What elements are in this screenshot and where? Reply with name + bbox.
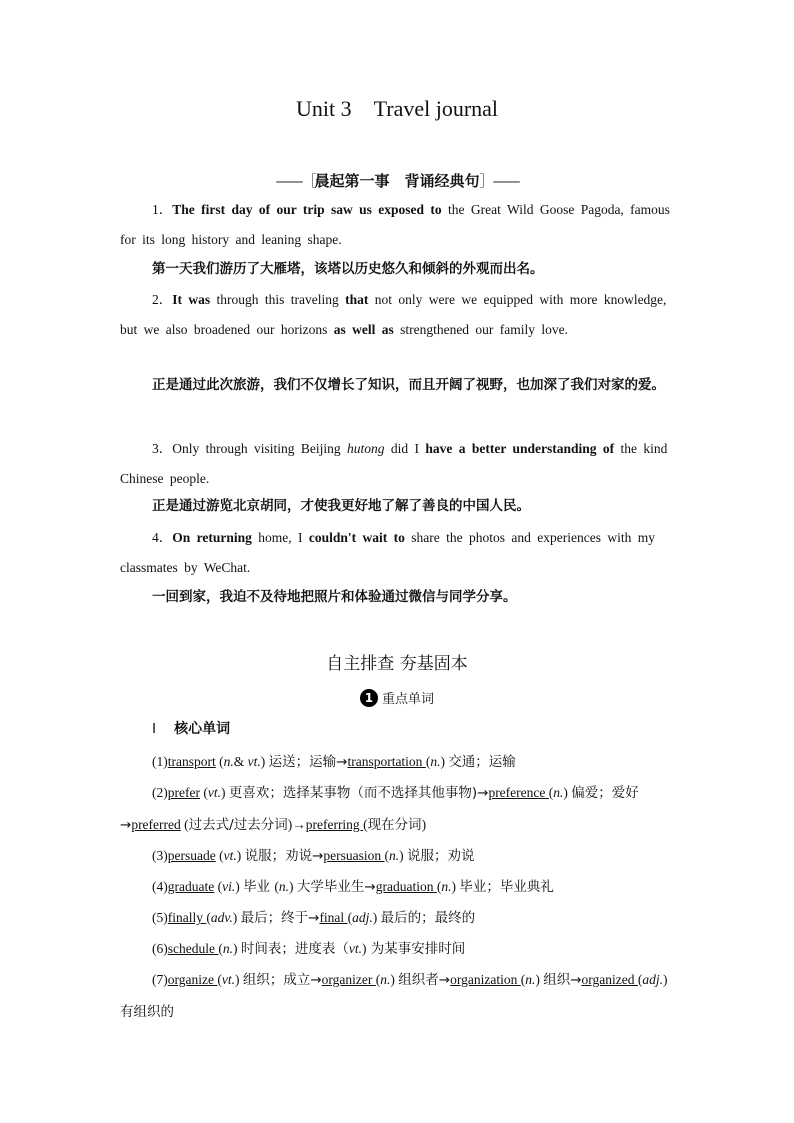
sentence-run: the kind Chinese people. (120, 441, 668, 486)
vocab-meaning: 组织→ (543, 972, 582, 988)
vocab-meaning: 为某事安排时间 (366, 941, 466, 957)
unit-label: Unit 3 (295, 96, 352, 121)
banner-text: 晨起第一事 背诵经典句 (314, 172, 480, 190)
vocab-word: organized (581, 972, 638, 987)
vocab-text: vt. (221, 972, 235, 987)
vocab-text: ( (274, 879, 279, 894)
sentence-run: home, I (251, 530, 309, 545)
sentence-run: share the photos and experiences with my classmates by WeChat. (120, 530, 655, 575)
vocab-meaning: 组织；成立→ (242, 972, 322, 988)
vocab-meaning: 毕业 (243, 879, 275, 895)
vocab-text: adj. (642, 972, 664, 987)
vocab-text: ( (180, 817, 189, 832)
vocab-word: transportation (347, 754, 426, 769)
vocab-text: n. (430, 754, 441, 769)
vocab-text: n. (278, 879, 290, 894)
vocab-text: ( (218, 941, 223, 956)
sentence-number: 2． (152, 292, 173, 307)
vocab-word: final (319, 910, 348, 925)
vocab-text: ) (563, 785, 572, 800)
vocab-text: ( (425, 754, 431, 769)
core-words-heading (152, 718, 230, 738)
sentence-2-en (120, 285, 676, 345)
vocab-word: preference (488, 785, 549, 800)
vocab-text: ( (217, 972, 222, 987)
vocab-word: preferring (305, 817, 364, 832)
section-banner (0, 170, 794, 191)
vocab-word: graduation (375, 879, 437, 894)
vocab-text: ( (637, 972, 643, 987)
vocab-meaning: 过去式/过去分词 (188, 817, 288, 833)
vocab-text: ) (236, 848, 245, 863)
vocab-text: (7) (152, 972, 168, 987)
vocab-text: ( (215, 754, 224, 769)
sentence-run: strengthened our family love. (393, 322, 569, 337)
vocab-word: transport (167, 754, 216, 769)
sentence-number: 1． (152, 202, 173, 217)
page-title (0, 96, 794, 122)
sentence-run: that (345, 292, 369, 307)
vocab-text: adv. (210, 910, 233, 925)
vocab-word: finally (167, 910, 207, 925)
banner-right: ］—— (479, 172, 519, 190)
vocab-meaning: 说服；劝说→ (244, 848, 324, 864)
vocab-item-3 (120, 840, 680, 872)
vocab-meaning: 更喜欢；选择某事物（而不选择其他事物)→ (228, 785, 489, 801)
sentence-1-zh (120, 255, 676, 283)
vocab-text: ( (548, 785, 554, 800)
sentence-4-zh (120, 583, 676, 611)
sentence-run: not only were we equipped with more knowledge, but we also broadened our horizons (120, 292, 667, 337)
vocab-text: (4) (152, 879, 168, 894)
vocab-text: ) (234, 972, 243, 987)
vocab-text: (2) (152, 785, 168, 800)
vocab-word: organizer (321, 972, 376, 987)
sentence-run: through this traveling (210, 292, 346, 307)
vocab-text: ( (215, 848, 224, 863)
vocab-meaning: 说服；劝说 (407, 848, 475, 864)
vocab-text: vt. (247, 754, 261, 769)
number-badge-icon: 1 (360, 689, 378, 707)
vocab-text: ) (235, 879, 244, 894)
vocab-text: vt. (348, 941, 362, 956)
vocab-item-1 (120, 746, 680, 778)
vocab-meaning: 交通；运输 (448, 754, 516, 770)
vocab-text: (6) (152, 941, 168, 956)
unit-name: Travel journal (373, 96, 499, 121)
vocab-text: ) (535, 972, 544, 987)
vocab-word: preferred (131, 817, 181, 832)
vocab-text: n. (553, 785, 564, 800)
sentence-run: did I (384, 441, 426, 456)
sentence-4-en (120, 523, 676, 583)
vocab-word: organize (167, 972, 218, 987)
subsection-label: 重点单词 (381, 692, 434, 707)
section-title: 自主排查 夯基固本 (326, 654, 468, 674)
sentence-run: have a better understanding of (425, 441, 615, 456)
vocab-text: n. (389, 848, 400, 863)
vocab-text: ) (399, 848, 408, 863)
sentence-run: the Great Wild Goose Pagoda, famous for its long history and leaning shape. (120, 202, 670, 247)
vocab-word: persuade (167, 848, 216, 863)
sentence-3-en (120, 434, 676, 494)
vocab-text: )→ (287, 817, 306, 832)
roman-numeral: Ⅰ (152, 722, 157, 737)
sentence-run: The first day of our trip saw us exposed to (172, 202, 442, 217)
vocab-text: ) (390, 972, 399, 987)
vocab-text: n. (441, 879, 452, 894)
subsection-header (0, 688, 794, 707)
vocab-meaning: 现在分词 (367, 817, 422, 833)
vocab-word: graduate (167, 879, 215, 894)
sentence-number: 4． (152, 530, 173, 545)
vocab-text: ) (260, 754, 269, 769)
vocab-text: ) (289, 879, 297, 894)
banner-left: ——［ (275, 172, 315, 190)
vocab-meaning: 最后；终于→ (240, 910, 320, 926)
vocab-word: prefer (167, 785, 200, 800)
vocab-item-5 (120, 902, 680, 934)
vocab-word: schedule (167, 941, 219, 956)
vocab-meaning: 运送；运输→ (268, 754, 348, 770)
vocab-text: ) (372, 910, 381, 925)
sentence-run: hutong (347, 441, 385, 456)
vocab-text: ) (440, 754, 449, 769)
vocab-meaning: 最后的；最终的 (380, 910, 476, 926)
vocab-text: (3) (152, 848, 168, 863)
sentence-run: On returning (172, 530, 252, 545)
vocab-item-2 (120, 777, 680, 841)
vocab-text: vi. (222, 879, 236, 894)
vocab-text: ( (436, 879, 442, 894)
vocab-text: ( (199, 785, 208, 800)
vocab-text: ( (214, 879, 223, 894)
vocab-text: ( (206, 910, 211, 925)
sentence-run: Only through visiting Beijing (172, 441, 348, 456)
vocab-item-4 (120, 871, 680, 903)
vocab-text: n. (223, 754, 234, 769)
vocab-text: ) (421, 817, 427, 832)
translation-text: 一回到家，我迫不及待地把照片和体验通过微信与同学分享。 (152, 589, 517, 605)
vocab-text: ) (232, 910, 241, 925)
vocab-meaning: 有组织的 (120, 1004, 174, 1020)
sentence-number: 3． (152, 441, 173, 456)
vocab-text: ( (347, 910, 353, 925)
vocab-text: n. (525, 972, 536, 987)
vocab-text: ) (220, 785, 229, 800)
vocab-text: ( (520, 972, 526, 987)
vocab-text: n. (222, 941, 233, 956)
vocab-text: vt. (223, 848, 237, 863)
vocab-text: vt. (207, 785, 221, 800)
vocab-meaning: 偏爱；爱好→ (120, 785, 639, 833)
sentence-3-zh (120, 492, 676, 520)
translation-text: 正是通过此次旅游，我们不仅增长了知识，而且开阔了视野，也加深了我们对家的爱。 (152, 377, 665, 393)
vocab-text: adj. (352, 910, 373, 925)
translation-text: 正是通过游览北京胡同，才使我更好地了解了善良的中国人民。 (152, 498, 530, 514)
vocab-meaning: 毕业；毕业典礼 (459, 879, 554, 895)
vocab-text: (1) (152, 754, 168, 769)
vocab-word: persuasion (323, 848, 385, 863)
core-words-label: 核心单词 (174, 721, 231, 737)
vocab-meaning: 时间表；进度表（ (240, 941, 349, 957)
vocab-text: ( (363, 817, 368, 832)
vocab-text: ( (384, 848, 390, 863)
vocab-item-6 (120, 933, 680, 965)
vocab-meaning: 组织者→ (398, 972, 451, 988)
vocab-text: ) (663, 972, 668, 987)
sentence-run: couldn't wait to (308, 530, 405, 545)
vocab-text: & (233, 754, 248, 769)
vocab-item-7 (120, 964, 680, 1028)
vocab-text: (5) (152, 910, 168, 925)
vocab-meaning: 大学毕业生→ (296, 879, 376, 895)
sentence-run: as well as (333, 322, 394, 337)
vocab-text: ( (375, 972, 381, 987)
vocab-text: ) (232, 941, 241, 956)
vocab-text: n. (380, 972, 391, 987)
vocab-text: ) (451, 879, 460, 894)
sentence-1-en (120, 195, 676, 255)
translation-text: 第一天我们游历了大雁塔，该塔以历史悠久和倾斜的外观而出名。 (152, 261, 544, 277)
vocab-text: ) (361, 941, 367, 956)
vocab-word: organization (450, 972, 521, 987)
sentence-2-zh (120, 371, 676, 399)
sentence-run: It was (172, 292, 211, 307)
